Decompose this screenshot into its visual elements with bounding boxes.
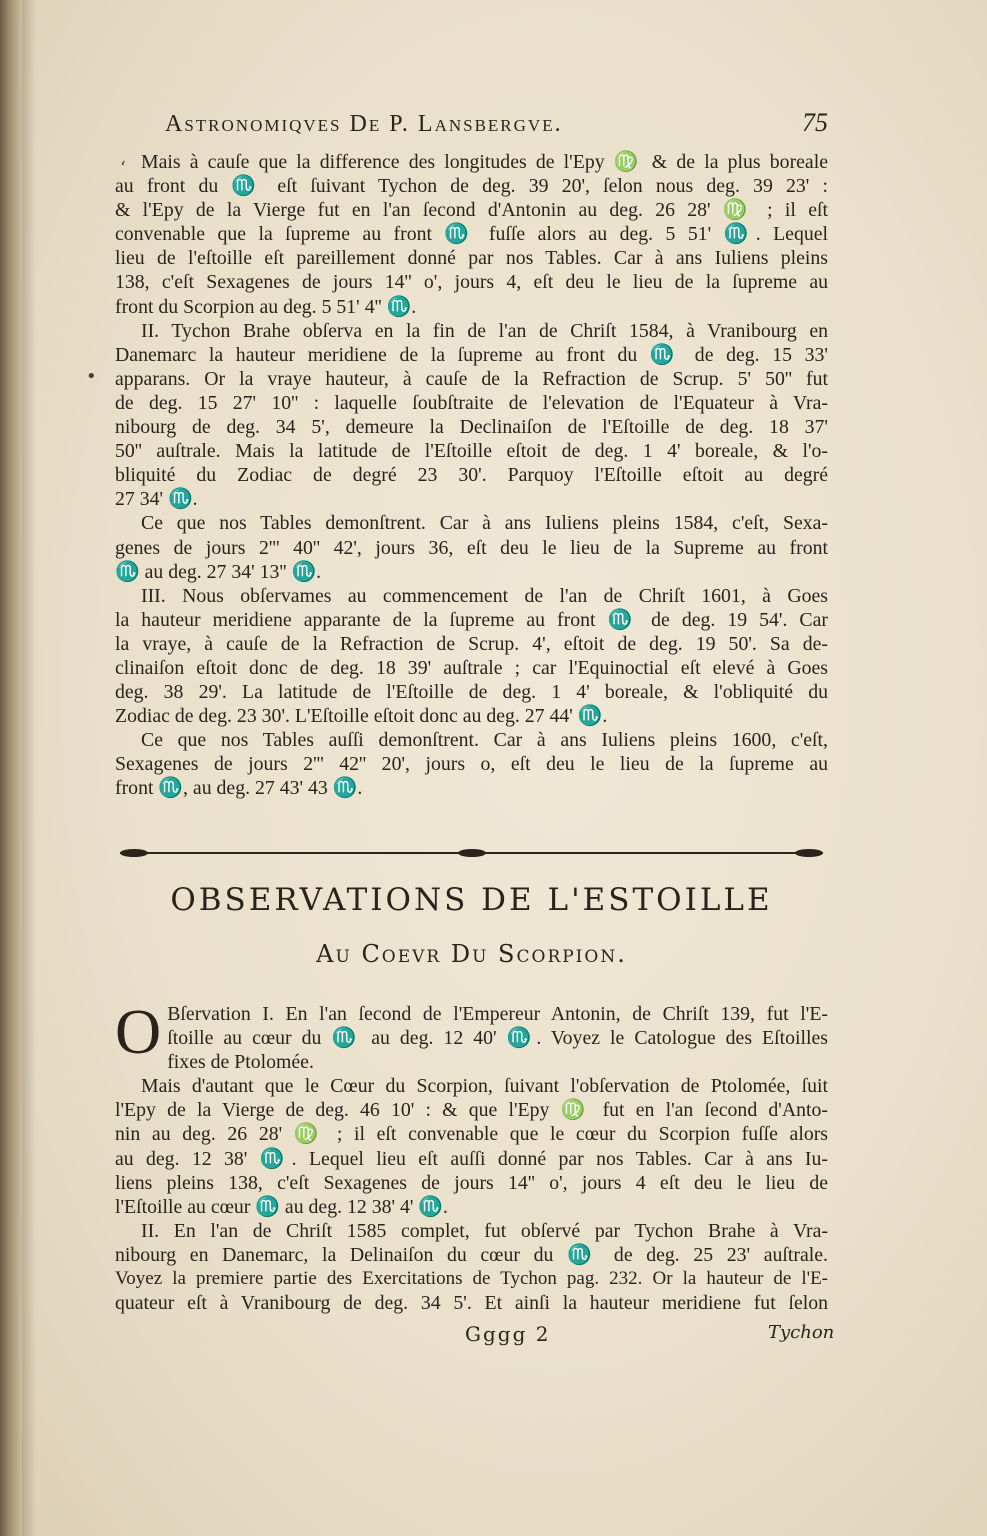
text-line: front ♏, au deg. 27 43' 43 ♏.: [115, 777, 363, 800]
observation-text-block: [115, 996, 828, 1315]
text-line: Mais d'autant que le Cœur du Scorpion, ſuivant l'obſervation de Ptolomée, ſuit: [141, 1075, 828, 1098]
text-line: l'Epy de la Vierge de deg. 46 10' : & que l'Epy ♍ fut en l'an ſecond d'Anto-: [115, 1099, 828, 1122]
text-line: liens pleins 138, c'eſt Sexagenes de jours 14'' o', jours 4 eſt deu le lieu de: [115, 1171, 828, 1194]
text-line: la vraye, à cauſe de la Refraction de Scrup. 4', eſtoit de deg. 19 50'. Sa de-: [115, 632, 828, 655]
text-line: II. Tychon Brahe obſerva en la fin de l'an de Chriſt 1584, à Vranibourg en: [141, 319, 828, 342]
text-line: Ce que nos Tables auſſi demonſtrent. Car à ans Iuliens pleins 1600, c'eſt,: [141, 729, 828, 752]
text-line: & l'Epy de la Vierge fut en l'an ſecond d'Antonin au deg. 26 28' ♍ ; il eſt: [115, 199, 828, 222]
text-line: genes de jours 2''' 40'' 42', jours 36, eſt deu le lieu de la Supreme au front: [115, 536, 828, 559]
text-line: Zodiac de deg. 23 30'. L'Eſtoille eſtoit donc au deg. 27 44' ♏.: [115, 705, 608, 728]
section-divider-rule: [120, 848, 823, 858]
text-line: Bſervation I. En l'an ſecond de l'Empereur Antonin, de Chriſt 139, fut l'E-: [167, 1003, 828, 1025]
text-line: bliquité du Zodiac de degré 23 30'. Parquoy l'Eſtoille eſtoit au degré: [115, 464, 828, 487]
gutter-shadow: [22, 0, 36, 1536]
text-line: l'Eſtoille au cœur ♏ au deg. 12 38' 4' ♏.: [115, 1195, 448, 1218]
text-line: II. En l'an de Chriſt 1585 complet, fut obſervé par Tychon Brahe à Vra-: [141, 1219, 828, 1242]
text-line: apparans. Or la vraye hauteur, à cauſe de la Refraction de Scrup. 5' 50'' fut: [115, 367, 828, 390]
text-line: Sexagenes de jours 2''' 42'' 20', jours o, eſt deu le lieu de la ſupreme au: [115, 753, 828, 776]
text-line: ♏ au deg. 27 34' 13'' ♏.: [115, 560, 322, 583]
text-line: Danemarc la hauteur meridiene de la ſupreme au front du ♏ de deg. 15 33': [115, 343, 828, 366]
text-line: 138, c'eſt Sexagenes de jours 14'' o', jours 4, eſt deu le lieu de la ſupreme au: [115, 271, 828, 294]
section-subtitle: Au Coevr Du Scorpion.: [316, 940, 627, 968]
text-line: quateur eſt à Vranibourg de deg. 34 5'. Et ainſi la hauteur meridiene fut ſelon: [115, 1292, 828, 1315]
text-line: au front du ♏ eſt ſuivant Tychon de deg. 39 20', ſelon nous deg. 39 23' :: [115, 175, 828, 198]
main-text-block: [115, 150, 828, 801]
printer-signature: Gggg 2: [465, 1322, 551, 1346]
page-header: [115, 108, 828, 144]
text-line: lieu de l'eſtoille eſt pareillement donné par nos Tables. Car à ans Iuliens pleins: [115, 247, 828, 270]
text-line: nibourg en Danemarc, la Delinaiſon du cœur du ♏ de deg. 25 23' auſtrale.: [115, 1243, 828, 1266]
text-line: au deg. 12 38' ♏. Lequel lieu eſt auſſi donné par nos Tables. Car à ans Iu-: [115, 1147, 828, 1170]
margin-mark: ‘: [120, 158, 126, 179]
catchword: Tychon: [768, 1322, 835, 1343]
text-line: front du Scorpion au deg. 5 51' 4'' ♏.: [115, 295, 417, 318]
page-number: 75: [802, 108, 828, 137]
text-line: clinaiſon eſtoit donc de deg. 18 39' auſtrale ; car l'Equinoctial eſt elevé à Goes: [115, 656, 828, 679]
margin-mark: •: [86, 366, 97, 387]
text-line: 27 34' ♏.: [115, 488, 198, 511]
text-line: ſtoille au cœur du ♏ au deg. 12 40' ♏. Voyez le Catologue des Eſtoilles: [167, 1027, 828, 1050]
rule-ornament: [458, 849, 486, 857]
text-line: 50'' auſtrale. Mais la latitude de l'Eſtoille eſtoit de deg. 1 4' boreale, & l'o-: [115, 440, 828, 463]
text-line: Mais à cauſe que la difference des longitudes de l'Epy ♍ & de la plus boreale: [141, 151, 828, 173]
text-line: la hauteur meridiene apparante de la ſupreme au front ♏ de deg. 19 54'. Car: [115, 608, 828, 631]
text-line: Ce que nos Tables demonſtrent. Car à ans Iuliens pleins 1584, c'eſt, Sexa-: [141, 512, 828, 535]
text-line: deg. 38 29'. La latitude de l'Eſtoille de deg. 1 4' boreale, & l'obliquité du: [115, 681, 828, 704]
text-line: nin au deg. 26 28' ♍ ; il eſt convenable que le cœur du Scorpion fuſſe alors: [115, 1123, 828, 1146]
section-title: OBSERVATIONS DE L'ESTOILLE: [170, 882, 773, 918]
book-binding-edge: [0, 0, 22, 1536]
rule-ornament: [120, 849, 148, 857]
text-line: de deg. 15 27' 10'' : laquelle ſoubſtraite de l'elevation de l'Equateur à Vra-: [115, 391, 828, 414]
drop-cap: O: [115, 996, 162, 1067]
text-line: III. Nous obſervames au commencement de l'an de Chriſt 1601, à Goes: [141, 584, 828, 607]
text-line: fixes de Ptolomée.: [167, 1051, 314, 1074]
text-line: convenable que la ſupreme au front ♏ fuſſe alors au deg. 5 51' ♏. Lequel: [115, 223, 828, 246]
text-line: nibourg de deg. 34 5', demeure la Declinaiſon de l'Eſtoille de deg. 18 37': [115, 416, 828, 439]
text-line: Voyez la premiere partie des Exercitations de Tychon pag. 232. Or la hauteur de l'E-: [115, 1268, 828, 1290]
rule-ornament: [795, 849, 823, 857]
running-title: Astronomiqves De P. Lansbergve.: [165, 111, 563, 137]
